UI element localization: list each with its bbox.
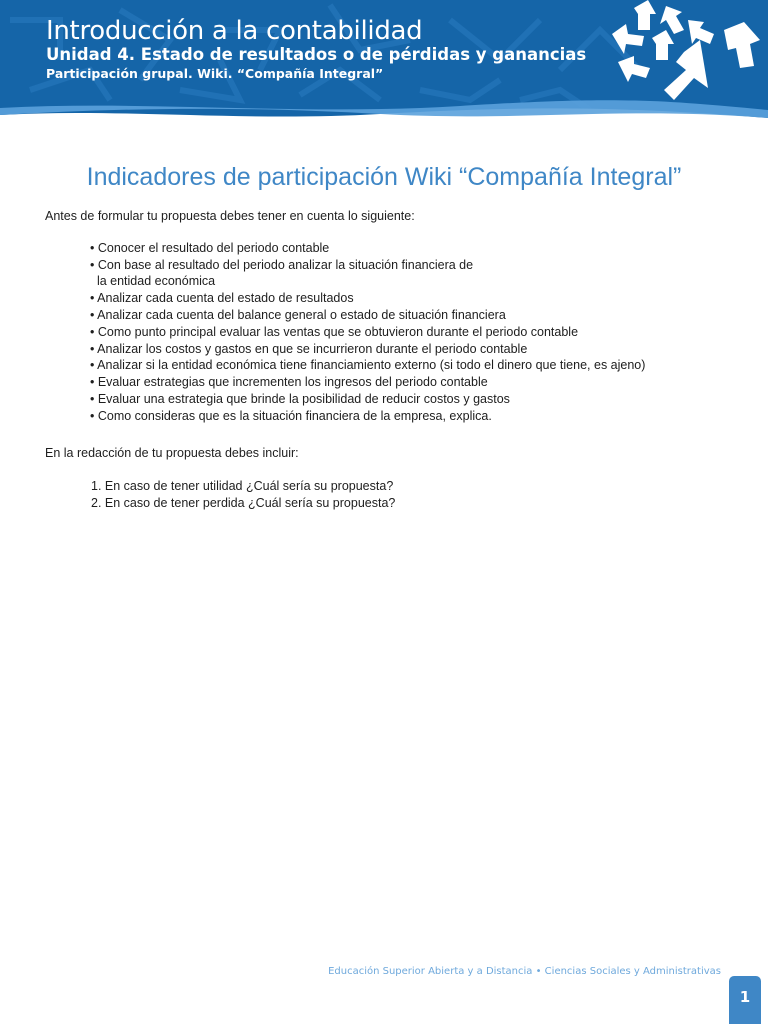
- activity-subtitle: Participación grupal. Wiki. “Compañía Integral”: [46, 66, 384, 81]
- intro-paragraph: Antes de formular tu propuesta debes tener en cuenta lo siguiente:: [45, 209, 415, 223]
- document-body: [45, 208, 735, 512]
- question-item: 1. En caso de tener utilidad ¿Cuál sería su propuesta?: [91, 479, 394, 494]
- proposal-paragraph: En la redacción de tu propuesta debes incluir:: [45, 445, 299, 460]
- question-item: 2. En caso de tener perdida ¿Cuál sería su propuesta?: [91, 496, 396, 511]
- unit-title: Unidad 4. Estado de resultados o de pérdidas y ganancias: [46, 45, 587, 64]
- page-number-tab: [729, 976, 761, 1024]
- list-item: • Conocer el resultado del periodo contable: [90, 240, 330, 255]
- list-item: • Analizar los costos y gastos en que se incurrieron durante el periodo contable: [90, 341, 528, 356]
- list-item: la entidad económica: [90, 274, 216, 289]
- list-item: • Como consideras que es la situación financiera de la empresa, explica.: [90, 408, 492, 423]
- course-title: Introducción a la contabilidad: [46, 16, 423, 46]
- arrows-logo-icon: [604, 0, 768, 110]
- questions-list: [45, 478, 735, 512]
- document-heading: Indicadores de participación Wiki “Compañía Integral”: [86, 163, 682, 191]
- header-banner: [0, 0, 768, 130]
- list-item: • Analizar si la entidad económica tiene financiamiento externo (si todo el dinero que tiene, es ajeno): [90, 358, 646, 373]
- considerations-list: [45, 240, 735, 425]
- list-item: • Analizar cada cuenta del balance general o estado de situación financiera: [90, 307, 506, 322]
- footer-institution: Educación Superior Abierta y a Distancia • Ciencias Sociales y Administrativas: [328, 966, 721, 977]
- list-item: • Evaluar una estrategia que brinde la posibilidad de reducir costos y gastos: [90, 391, 510, 406]
- list-item: • Evaluar estrategias que incrementen los ingresos del periodo contable: [90, 375, 488, 390]
- page-number: 1: [739, 988, 751, 1006]
- list-item: • Como punto principal evaluar las ventas que se obtuvieron durante el periodo contable: [90, 324, 579, 339]
- list-item: • Con base al resultado del periodo analizar la situación financiera de: [90, 257, 474, 272]
- list-item: • Analizar cada cuenta del estado de resultados: [90, 291, 354, 306]
